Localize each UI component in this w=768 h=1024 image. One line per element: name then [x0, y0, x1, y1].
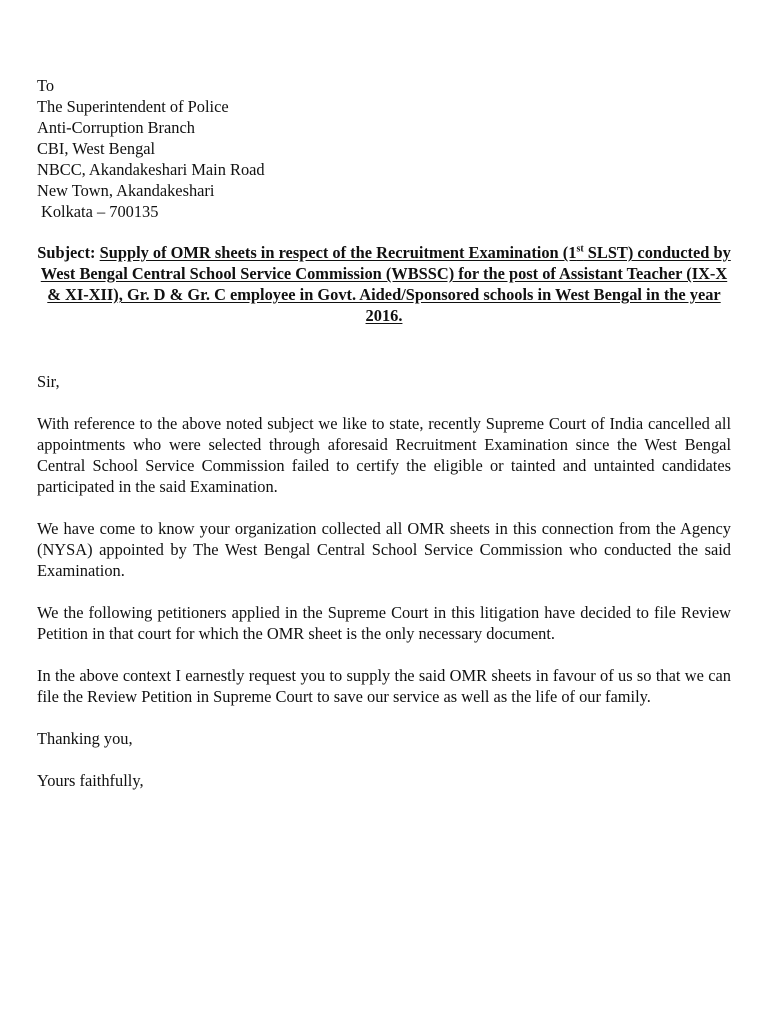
address-line-city: Kolkata – 700135: [41, 202, 159, 221]
signoff-line: Yours faithfully,: [37, 771, 144, 790]
letter: [37, 75, 731, 791]
paragraph-reference: With reference to the above noted subject we like to state, recently Supreme Court of India cancelled all appointments who were selected through aforesaid Recruitment Examination since the West Bengal Central School Service Commission failed to certify the eligible or tainted and untainted candidates participated in the said Examination.: [37, 414, 731, 496]
subject-text-part2: SLST) conducted by West Bengal Central School Service Commission (WBSSC) for the post of Assistant Teacher (IX-X & XI-XII), Gr. D & Gr. C employee in Govt. Aided/Sponsored schools in West Bengal in the year 2016.: [40, 243, 731, 325]
subject-superscript: st: [576, 243, 584, 255]
subject-label: Subject:: [37, 243, 96, 262]
thanks-line: Thanking you,: [37, 729, 133, 748]
address-line-to: To: [37, 76, 55, 95]
paragraph-request: In the above context I earnestly request you to supply the said OMR sheets in favour of us so that we can file the Review Petition in Supreme Court to save our service as well as the life of our family.: [37, 666, 731, 706]
subject-text: [41, 243, 731, 325]
address-line-designation: The Superintendent of Police: [37, 97, 229, 116]
recipient-address: [37, 75, 731, 222]
address-line-agency: CBI, West Bengal: [37, 139, 156, 158]
paragraph-petitioners: We the following petitioners applied in the Supreme Court in this litigation have decided to file Review Petition in that court for which the OMR sheet is the only necessary document.: [37, 603, 731, 643]
address-line-area: New Town, Akandakeshari: [37, 181, 215, 200]
salutation: Sir,: [37, 372, 60, 391]
paragraph-omr-collection: We have come to know your organization collected all OMR sheets in this connection from the Agency (NYSA) appointed by The West Bengal Central School Service Commission who conducted the said Examination.: [37, 519, 731, 580]
subject-block: [37, 242, 731, 326]
address-line-branch: Anti-Corruption Branch: [37, 118, 195, 137]
subject-text-part1: Supply of OMR sheets in respect of the Recruitment Examination (1: [99, 243, 577, 262]
address-line-street: NBCC, Akandakeshari Main Road: [37, 160, 265, 179]
